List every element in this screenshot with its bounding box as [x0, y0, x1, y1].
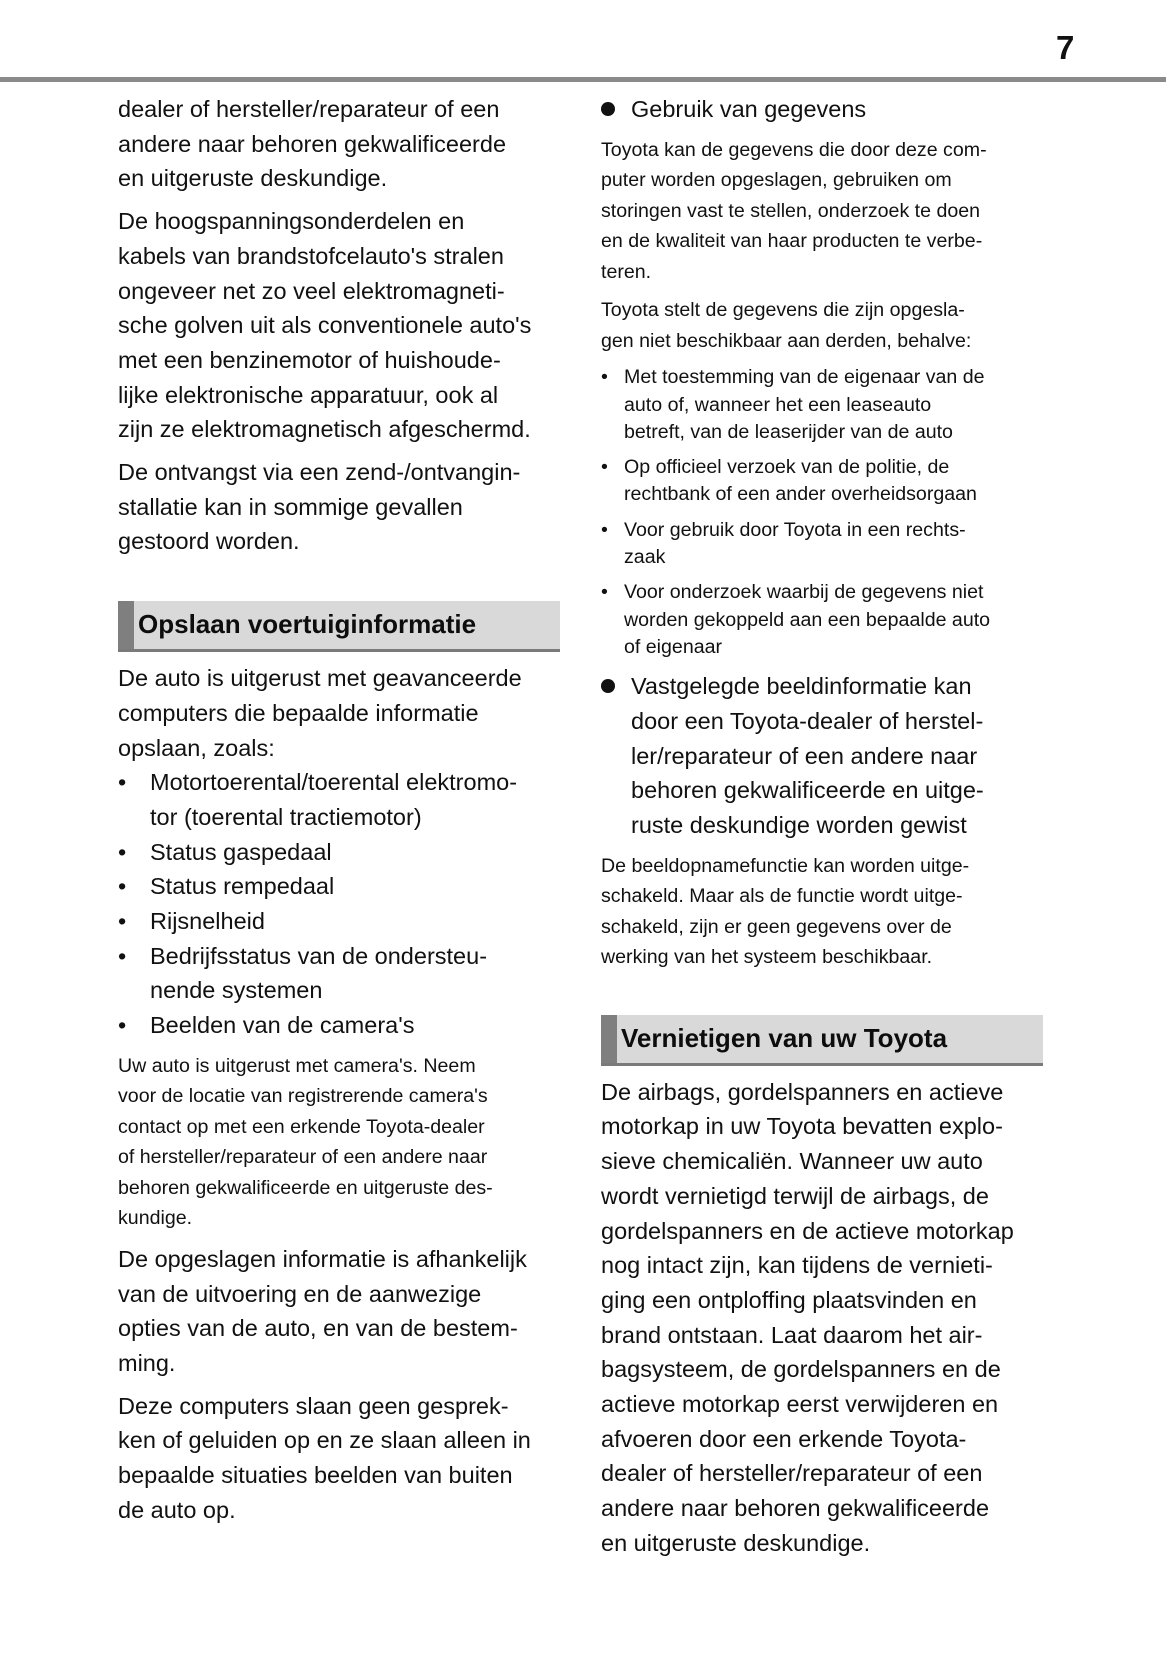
text-line: Op officieel verzoek van de politie, de	[624, 456, 950, 479]
list-item	[601, 579, 1041, 661]
text-line: behoren gekwalificeerde en uitgeruste des-	[118, 1176, 493, 1199]
text-line: zaak	[624, 545, 666, 568]
text-line: opslaan, zoals:	[118, 734, 275, 761]
text-line: nende systemen	[150, 977, 323, 1004]
text-line: Status rempedaal	[150, 873, 335, 900]
storage-intro-paragraph	[118, 661, 558, 765]
text-line: gestoord worden.	[118, 528, 300, 555]
text-line: met een benzinemotor of huishoude-	[118, 346, 501, 373]
header-rule	[0, 77, 1166, 82]
text-line: opties van de auto, en van de bestem-	[118, 1315, 518, 1342]
text-line: tor (toerental tractiemotor)	[150, 803, 422, 830]
text-line: gordelspanners en de actieve motorkap	[601, 1217, 1014, 1244]
text-line: Toyota kan de gegevens die door deze com-	[601, 138, 987, 161]
text-line: kabels van brandstofcelauto's stralen	[118, 242, 504, 269]
bullet-icon: •	[601, 456, 608, 479]
text-line: motorkap in uw Toyota bevatten explo-	[601, 1113, 1003, 1140]
text-line: De beeldopnamefunctie kan worden uitge-	[601, 854, 970, 877]
text-line: Met toestemming van de eigenaar van de	[624, 366, 985, 389]
bullet-icon: •	[118, 838, 127, 865]
list-item	[118, 939, 558, 1008]
text-line: bepaalde situaties beelden van buiten	[118, 1462, 513, 1489]
text-line: of hersteller/reparateur of een andere naar	[118, 1146, 488, 1169]
section-heading-scrapping	[601, 1015, 1043, 1066]
text-line: auto of, wanneer het een leaseauto	[624, 393, 932, 416]
text-line: ming.	[118, 1349, 176, 1376]
text-line: storingen vast te stellen, onderzoek te doen	[601, 199, 981, 222]
exceptions-list	[601, 364, 1041, 661]
text-line: wordt vernietigd terwijl de airbags, de	[601, 1182, 989, 1209]
text-line: kundige.	[118, 1207, 193, 1230]
emission-paragraph	[118, 204, 558, 447]
text-line: behoren gekwalificeerde en uitge-	[631, 777, 984, 804]
text-line: nog intact zijn, kan tijdens de vernieti-	[601, 1252, 993, 1279]
text-line: gen niet beschikbaar aan derden, behalve:	[601, 329, 972, 352]
text-line: en uitgeruste deskundige.	[118, 165, 388, 192]
text-line: Gebruik van gegevens	[631, 96, 867, 122]
text-line: sche golven uit als conventionele auto's	[118, 312, 532, 339]
bullet-icon: •	[118, 1012, 127, 1039]
stored-data-list	[118, 765, 558, 1043]
text-line: actieve motorkap eerst verwijderen en	[601, 1391, 999, 1418]
text-line: rechtbank of een ander overheidsorgaan	[624, 483, 977, 506]
dependency-paragraph	[118, 1242, 558, 1381]
section-title: Opslaan voertuiginformatie	[138, 609, 477, 640]
page-number: 7	[1056, 29, 1075, 66]
text-line: Bedrijfsstatus van de ondersteu-	[150, 942, 488, 969]
list-item	[601, 517, 1041, 572]
text-line: De ontvangst via een zend-/ontvangin-	[118, 459, 521, 486]
text-line: de auto op.	[118, 1496, 236, 1523]
bullet-icon: •	[118, 769, 127, 796]
bullet-icon: •	[118, 873, 127, 900]
bullet-icon: •	[601, 581, 608, 604]
text-line: dealer of hersteller/reparateur of een	[601, 1460, 983, 1487]
no-audio-paragraph	[118, 1389, 558, 1528]
text-line: Toyota stelt de gegevens die zijn opgesla-	[601, 299, 965, 322]
bullet-disc-icon	[601, 102, 615, 116]
list-item	[118, 835, 558, 870]
list-item	[601, 454, 1041, 509]
text-line: ler/reparateur of een andere naar	[631, 742, 978, 769]
text-line: De hoogspanningsonderdelen en	[118, 208, 465, 235]
text-line: bagsysteem, de gordelspanners en de	[601, 1356, 1001, 1383]
bullet-icon: •	[601, 518, 608, 541]
text-line: De auto is uitgerust met geavanceerde	[118, 665, 522, 692]
text-line: Voor gebruik door Toyota in een rechts-	[624, 518, 966, 541]
camera-note	[118, 1051, 558, 1234]
left-column	[118, 92, 558, 1536]
text-line: Uw auto is uitgerust met camera's. Neem	[118, 1054, 476, 1077]
text-line: sieve chemicaliën. Wanneer uw auto	[601, 1148, 983, 1175]
list-item	[118, 869, 558, 904]
section-heading-storage	[118, 601, 560, 652]
text-line: De airbags, gordelspanners en actieve	[601, 1078, 1004, 1105]
list-item	[601, 364, 1041, 446]
text-line: ging een ontploffing plaatsvinden en	[601, 1286, 977, 1313]
bullet-disc-icon	[601, 679, 615, 693]
text-line: stallatie kan in sommige gevallen	[118, 493, 463, 520]
text-line: Beelden van de camera's	[150, 1012, 415, 1039]
heading-accent-bar	[118, 601, 134, 649]
text-line: en de kwaliteit van haar producten te verbe-	[601, 230, 983, 253]
text-line: Rijsnelheid	[150, 908, 265, 935]
text-line: Motortoerental/toerental elektromo-	[150, 769, 518, 796]
text-line: of eigenaar	[624, 635, 723, 658]
text-line: zijn ze elektromagnetisch afgeschermd.	[118, 416, 531, 443]
section-title: Vernietigen van uw Toyota	[621, 1022, 948, 1053]
text-line: ongeveer net zo veel elektromagneti-	[118, 277, 505, 304]
text-line: worden gekoppeld aan een bepaalde auto	[624, 608, 991, 631]
usage-heading	[601, 92, 1041, 127]
text-line: ken of geluiden op en ze slaan alleen in	[118, 1427, 531, 1454]
text-line: schakeld, zijn er geen gegevens over de	[601, 915, 952, 938]
list-item	[118, 765, 558, 834]
intro-continued-paragraph	[118, 92, 558, 196]
heading-accent-bar	[601, 1015, 617, 1063]
reception-paragraph	[118, 455, 558, 559]
text-line: lijke elektronische apparatuur, ook al	[118, 381, 499, 408]
text-line: voor de locatie van registrerende camera's	[118, 1085, 488, 1108]
bullet-icon: •	[601, 366, 608, 389]
erase-bullet	[601, 669, 1041, 843]
usage-paragraph	[601, 135, 1041, 288]
disclosure-intro	[601, 295, 1041, 356]
text-line: werking van het systeem beschikbaar.	[601, 946, 933, 969]
list-item	[118, 1008, 558, 1043]
text-line: ruste deskundige worden gewist	[631, 811, 967, 838]
text-line: Voor onderzoek waarbij de gegevens niet	[624, 581, 984, 604]
right-column	[601, 92, 1041, 1569]
text-line: puter worden opgeslagen, gebruiken om	[601, 169, 952, 192]
text-line: door een Toyota-dealer of herstel-	[631, 707, 984, 734]
disable-note	[601, 851, 1041, 973]
list-item	[118, 904, 558, 939]
text-line: betreft, van de leaserijder van de auto	[624, 420, 953, 443]
text-line: andere naar behoren gekwalificeerde	[601, 1495, 990, 1522]
text-line: schakeld. Maar als de functie wordt uitge-	[601, 885, 963, 908]
text-line: andere naar behoren gekwalificeerde	[118, 130, 507, 157]
text-line: brand ontstaan. Laat daarom het air-	[601, 1321, 983, 1348]
text-line: Deze computers slaan geen gesprek-	[118, 1392, 509, 1419]
text-line: van de uitvoering en de aanwezige	[118, 1280, 482, 1307]
text-line: De opgeslagen informatie is afhankelijk	[118, 1245, 527, 1272]
bullet-icon: •	[118, 942, 127, 969]
scrapping-paragraph	[601, 1075, 1041, 1561]
text-line: dealer of hersteller/reparateur of een	[118, 96, 500, 122]
text-line: en uitgeruste deskundige.	[601, 1529, 871, 1556]
text-line: teren.	[601, 260, 652, 283]
text-line: Vastgelegde beeldinformatie kan	[631, 673, 972, 700]
text-line: computers die bepaalde informatie	[118, 699, 479, 726]
text-line: afvoeren door een erkende Toyota-	[601, 1425, 967, 1452]
text-line: Status gaspedaal	[150, 838, 332, 865]
text-line: contact op met een erkende Toyota-dealer	[118, 1115, 485, 1138]
bullet-icon: •	[118, 908, 127, 935]
